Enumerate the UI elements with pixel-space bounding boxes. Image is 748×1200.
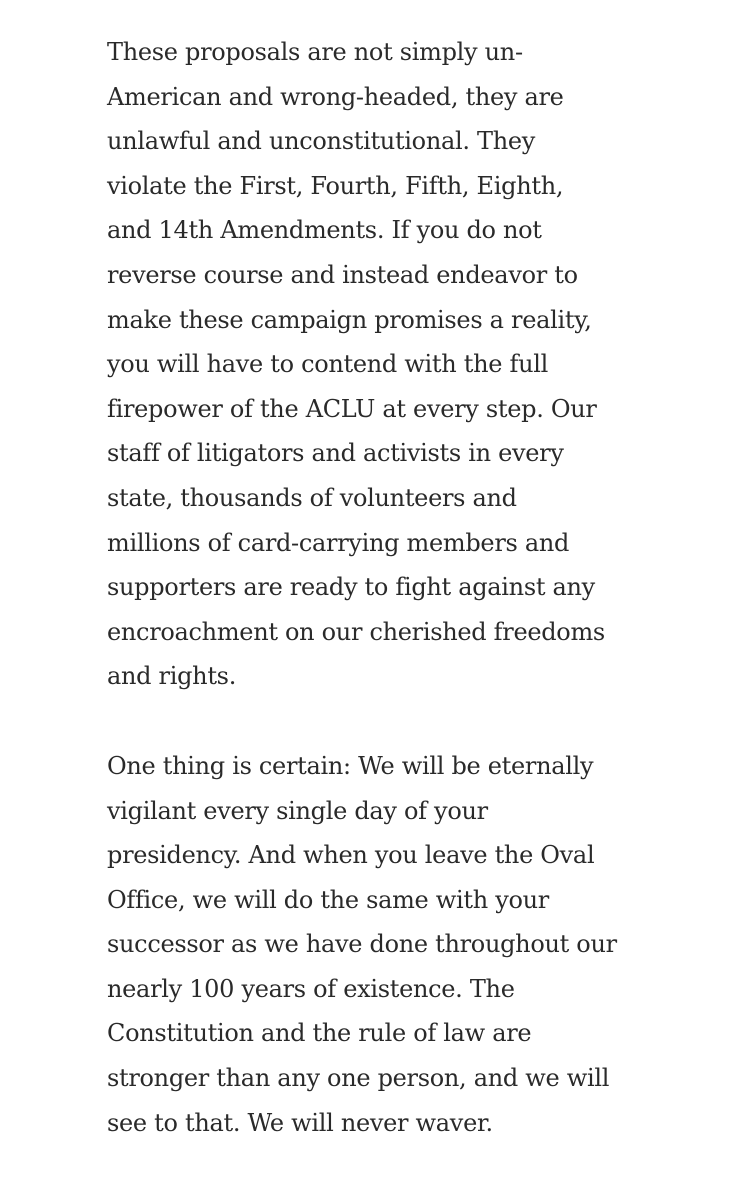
text-line: American and wrong-headed, they are: [107, 82, 564, 111]
text-line: unlawful and unconstitutional. They: [107, 127, 536, 156]
text-line: and rights.: [107, 662, 237, 691]
text-line: see to that. We will never waver.: [107, 1108, 493, 1137]
text-line: Constitution and the rule of law are: [107, 1019, 532, 1048]
text-line: and 14th Amendments. If you do not: [107, 216, 542, 245]
text-line: violate the First, Fourth, Fifth, Eighth,: [107, 171, 564, 200]
article-body: [107, 30, 667, 1145]
text-line: reverse course and instead endeavor to: [107, 260, 578, 289]
text-line: encroachment on our cherished freedoms: [107, 617, 605, 646]
text-line: state, thousands of volunteers and: [107, 483, 517, 512]
text-line: make these campaign promises a reality,: [107, 305, 592, 334]
text-line: These proposals are not simply un-: [107, 38, 523, 66]
paragraph-2: [107, 744, 667, 1145]
paragraph-1: [107, 30, 667, 699]
text-line: staff of litigators and activists in every: [107, 439, 564, 468]
text-line: One thing is certain: We will be eternally: [107, 751, 594, 780]
text-line: supporters are ready to fight against any: [107, 573, 595, 602]
text-line: stronger than any one person, and we will: [107, 1064, 610, 1093]
text-line: millions of card-carrying members and: [107, 528, 570, 557]
text-line: nearly 100 years of existence. The: [107, 974, 515, 1003]
text-line: you will have to contend with the full: [107, 350, 548, 379]
text-line: presidency. And when you leave the Oval: [107, 841, 595, 870]
text-line: successor as we have done throughout our: [107, 930, 617, 959]
text-line: vigilant every single day of your: [107, 796, 488, 825]
text-line: Office, we will do the same with your: [107, 885, 549, 914]
paragraph-spacer: [107, 699, 667, 744]
text-line: firepower of the ACLU at every step. Our: [107, 394, 597, 423]
